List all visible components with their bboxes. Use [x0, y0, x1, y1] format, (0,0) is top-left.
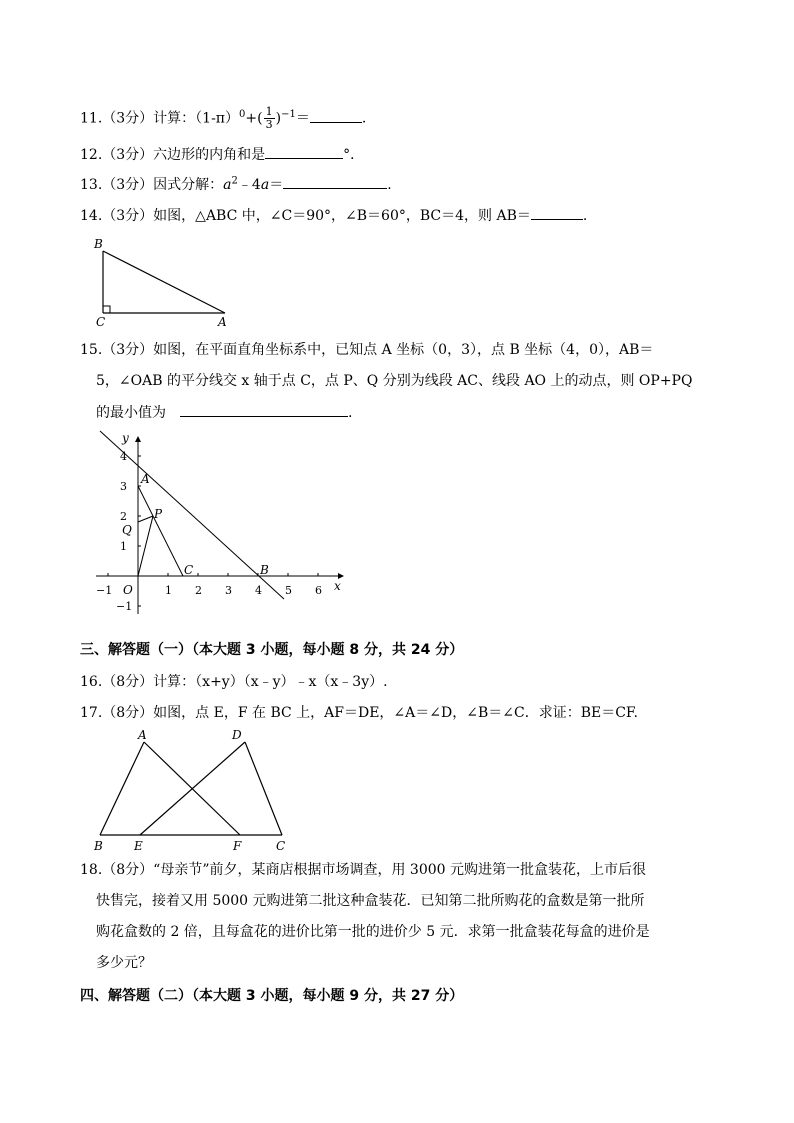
question-16: 16.（8分）计算：（x+y）（x﹣y）﹣x（x﹣3y）.: [80, 674, 388, 690]
question-18-line4: 多少元？: [96, 955, 152, 971]
label-c: C: [184, 563, 194, 577]
q12-end: °．: [343, 147, 365, 163]
q11-lparen: (: [257, 110, 263, 127]
q13-var-a: a: [223, 177, 232, 193]
question-18-line1: 18.（8分）“母亲节”前夕，某商店根据市场调查，用 3000 元购进第一批盒装花，上市后很: [80, 862, 647, 878]
question-14: [80, 205, 587, 226]
q13-minus-four: ﹣4: [237, 177, 261, 193]
question-11: [80, 106, 366, 131]
label-o: O: [123, 583, 133, 597]
q11-exp-neg: −1: [281, 108, 296, 120]
y-axis-arrow: [135, 436, 141, 442]
figure-17-triangles: [88, 726, 298, 854]
q13-var-a2: a: [260, 177, 270, 193]
q13-equals: ＝: [269, 177, 284, 193]
q11-plus: +: [245, 110, 258, 127]
q11-equals: ＝: [295, 110, 310, 127]
y-tick-label: 1: [120, 540, 127, 553]
answer-blank-13[interactable]: [283, 174, 387, 189]
q13-end: .: [387, 177, 392, 193]
q11-base: （1-π）: [195, 110, 240, 127]
q15-end: .: [348, 405, 353, 421]
section-3-heading: 三、解答题（一）（本大题 3 小题，每小题 8 分，共 24 分）: [80, 642, 464, 658]
q14-end: .: [582, 208, 588, 224]
label-b: B: [94, 839, 103, 853]
label-c: C: [96, 315, 106, 329]
q11-end: .: [361, 110, 367, 127]
q13-square: 2: [231, 175, 238, 187]
segment-ba: [100, 742, 144, 835]
label-a: A: [141, 472, 150, 486]
figure-14-triangle: [88, 234, 248, 330]
label-q: Q: [122, 523, 132, 537]
label-d: D: [232, 728, 242, 742]
q11-rparen: ): [275, 110, 282, 127]
question-13: [80, 174, 392, 195]
x-tick-label: 3: [225, 584, 232, 597]
label-e: E: [134, 839, 143, 853]
segment-de: [140, 742, 245, 835]
answer-blank-14[interactable]: [531, 205, 583, 220]
figure-15-coordinate-plane: [88, 428, 352, 618]
side-ab: [103, 251, 225, 313]
answer-blank-15[interactable]: [180, 402, 348, 417]
label-b: B: [260, 563, 269, 577]
x-tick-label: 6: [315, 584, 322, 597]
question-12: [80, 144, 364, 165]
x-tick-label: 4: [255, 584, 262, 597]
segment-cd: [245, 742, 282, 835]
label-a: A: [218, 315, 227, 329]
question-15-line2: 5，∠OAB 的平分线交 x 轴于点 C，点 P、Q 分别为线段 AC、线段 AO 上的动点，则 OP+PQ: [96, 373, 693, 389]
y-tick-label: 4: [120, 450, 127, 463]
x-tick-label: 5: [285, 584, 292, 597]
label-y: y: [122, 431, 129, 445]
question-15-line1: 15.（3分）如图，在平面直角坐标系中，已知点 A 坐标（0，3），点 B 坐标（4，0），AB＝: [80, 342, 654, 358]
q11-denominator: 3: [265, 118, 273, 131]
q11-exp-zero: 0: [239, 108, 246, 120]
q11-numerator: 1: [265, 105, 273, 118]
label-f: F: [233, 839, 242, 853]
question-17: 17.（8分）如图，点 E，F 在 BC 上，AF＝DE，∠A＝∠D，∠B＝∠C．求证：BE＝CF.: [80, 705, 638, 721]
label-b: B: [94, 237, 103, 251]
answer-blank-12[interactable]: [265, 144, 343, 159]
question-12-text: 12.（3分）六边形的内角和是: [80, 147, 266, 163]
x-tick-label: 2: [195, 584, 202, 597]
label-a: A: [138, 728, 147, 742]
question-15-line3-text: 的最小值为: [96, 405, 166, 421]
y-tick-label: 2: [120, 510, 127, 523]
section-4-heading: 四、解答题（二）（本大题 3 小题，每小题 9 分，共 27 分）: [80, 988, 464, 1004]
question-18-line2: 快售完，接着又用 5000 元购进第二批这种盒装花．已知第二批所购花的盒数是第一批所: [96, 893, 645, 909]
question-11-prefix: 11.（3分）计算：: [80, 110, 196, 127]
label-x: x: [334, 579, 341, 593]
segment-pq: [138, 516, 153, 522]
label-c: C: [276, 839, 286, 853]
x-tick-label: 1: [165, 584, 172, 597]
label-p: P: [154, 507, 163, 521]
question-14-text: 14.（3分）如图，△ABC 中，∠C＝90°，∠B＝60°，BC＝4，则 AB＝: [80, 208, 531, 224]
question-15-line3: [96, 402, 352, 423]
right-angle-mark: [103, 306, 110, 313]
answer-blank-11[interactable]: [310, 108, 362, 123]
y-tick-label: −1: [116, 600, 133, 613]
x-tick-label: −1: [96, 584, 113, 597]
segment-ac: [138, 486, 183, 576]
y-tick-label: 3: [120, 480, 127, 493]
q11-fraction: [264, 106, 275, 131]
question-13-prefix: 13.（3分）因式分解：: [80, 177, 224, 193]
question-18-line3: 购花盒数的 2 倍，且每盒花的进价比第一批的进价少 5 元．求第一批盒装花每盒的进价是: [96, 924, 650, 940]
